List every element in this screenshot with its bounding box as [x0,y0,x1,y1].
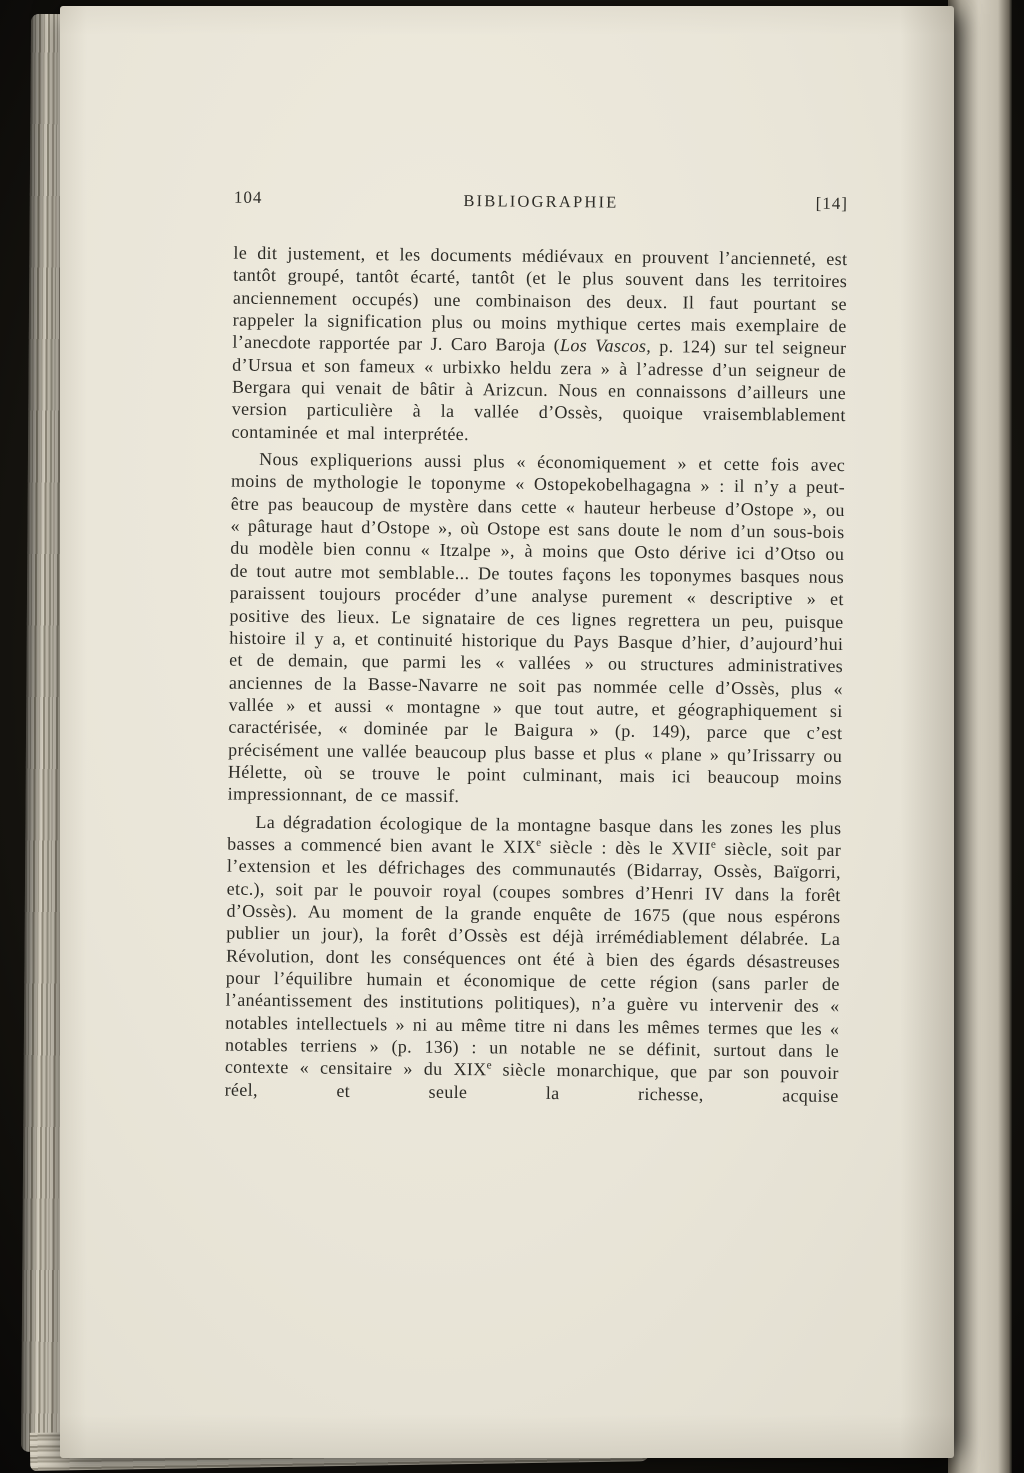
running-header [233,187,849,214]
page-content [45,2,954,1463]
paragraph-text: siècle monarchique, que par son pouvoir réel, et seule la richesse, acquise [224,1059,839,1106]
running-title: BIBLIOGRAPHIE [463,191,619,212]
book-title-italic: Los Vascos, [559,335,652,357]
paragraph-text: siècle, soit par l’extension et les défrichages des communautés (Bidarray, Ossès, Baïgorri, etc.), soit par le pouvoir royal (coupes sombres d’Henri IV dans la forêt d’Ossès). Au moment de la grande enquête de 1675 (que nous espérons publier un jour), la forêt d’Ossès est déjà irrémédiablement délabrée. La Révolution, dont les conséquences ont été à bien des égards désastreuses pour l’équilibre humain et économique de cette région (sans parler de l’anéantissement des institutions politiques), n’a guère vu intervenir des « notables intellectuels » ni au même titre ni dans les mêmes termes que les « notables terriens » (p. 136) : un notable ne se définit, surtout dans le contexte « censitaire » du XIX [224,838,842,1080]
superscript-e: e [486,1059,492,1072]
paragraph-text: le dit justement, et les documents médiévaux en prouvent l’ancienneté, est tantôt groupé, tantôt écarté, tantôt (et le plus souvent dans les territoires anciennement occupés) une combinaison des deux. Il faut pourtant se rappeler la signification plus ou moins mythique certes mais exemplaire de l’anecdote rapportée par J. Caro Baroja ( [232,242,848,356]
issue-reference: [14] [815,193,849,214]
paragraph-text: siècle : dès le XVII [541,836,712,859]
superscript-e: e [710,838,716,851]
book-page [60,6,954,1458]
superscript-e: e [536,836,542,849]
body-text [225,242,848,1107]
paragraph-3 [225,810,842,1107]
adjacent-page-edge [948,0,1012,1473]
paragraph-text: La dégradation écologique de la montagne basque dans les zones les plus basses a commencé bien avant le XIX [227,811,842,857]
paragraph-1 [231,242,847,450]
paragraph-text: p. 124) sur tel seigneur d’Ursua et son fameux « urbixko heldu zera » à l’adresse d’un seigneur de Bergara qui venait de bâtir à Arizcun. Nous en connaissons d’ailleurs une version particulière à la vallée d’Ossès, quoique vraisemblablement contaminée et mal interprétée. [231,336,847,444]
page-number: 104 [233,187,263,207]
paragraph-2: Nous expliquerions aussi plus « économiquement » et cette fois avec moins de mythologie le toponyme « Ostopekobelhagagna » : il n’y a peut-être pas beaucoup de mystère dans cette « hauteur herbeuse d’Ostope », ou « pâturage haut d’Ostope », où Ostope est sans doute le nom d’un sous-bois du modèle bien connu « Itzalpe », à moins que Osto dérive ici d’Otso ou de tout autre mot semblable... De toutes façons les toponymes basques nous paraissent toujours procéder d’une analyse purement « descriptive » et positive des lieux. Le signataire de ces lignes regrettera un peu, puisque histoire il y a, et continuité historique du Pays Basque d’hier, d’aujourd’hui et de demain, que parmi les « vallées » ou structures administratives anciennes de la Basse-Navarre ne soit pas nommée celle d’Ossès, plus « vallée » et aussi « montagne » que tout autre, et géographiquement si caractérisée, « dominée par le Baigura » (p. 149), parce que c’est précisément une vallée beaucoup plus basse et plus « plane » qu’Irissarry ou Hélette, où se trouve le point culminant, mais ici beaucoup moins impressionnant, de ce massif. [227,448,846,807]
